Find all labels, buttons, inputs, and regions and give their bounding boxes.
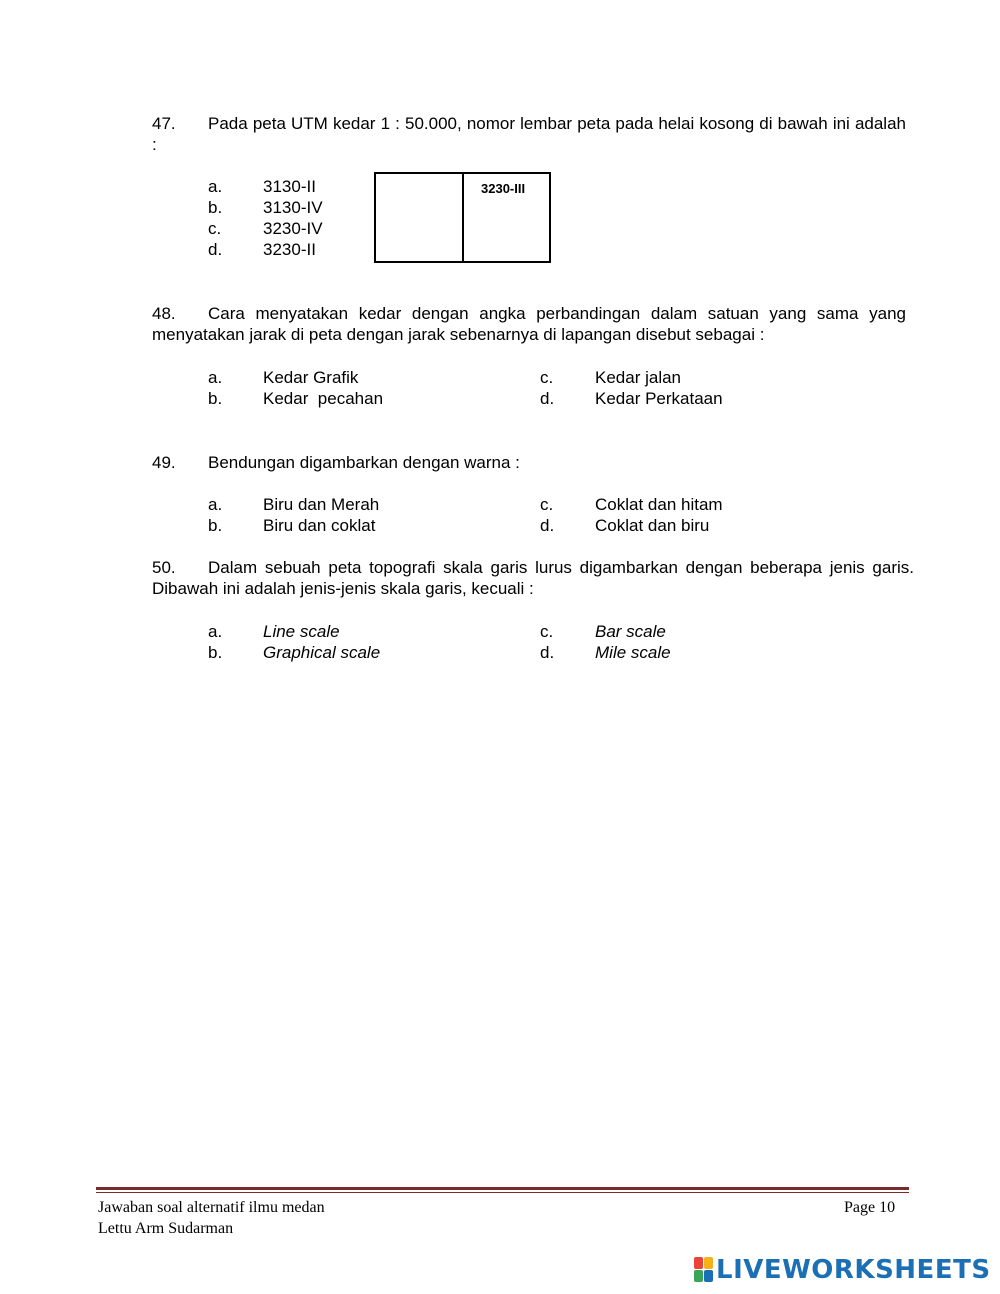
liveworksheets-logo-text: LIVEWORKSHEETS [716,1255,991,1285]
q48-option-d-text: Kedar Perkataan [595,389,723,408]
q48-text: Cara menyatakan kedar dengan angka perbandingan dalam satuan yang sama yang menyatakan jarak di peta dengan jarak sebenarnya di lapangan disebut sebagai : [152,304,906,344]
q50-option-c-text: Bar scale [595,622,666,641]
footer-title: Jawaban soal alternatif ilmu medan [98,1199,325,1216]
q49-option-c-text: Coklat dan hitam [595,495,723,514]
q49-text: Bendungan digambarkan dengan warna : [208,453,520,472]
q49-option-d-letter: d. [540,516,555,535]
q49-option-d-text: Coklat dan biru [595,516,710,535]
q48-option-a-text: Kedar Grafik [263,368,359,387]
footer-page-number: Page 10 [844,1199,896,1216]
q50-option-c-letter: c. [540,622,554,641]
q48-option-a-letter: a. [208,368,223,387]
q47-option-b-text: 3130-IV [263,198,323,217]
map-sheet-grid [374,172,551,263]
liveworksheets-logo-icon [694,1257,714,1283]
q49-option-a-letter: a. [208,495,223,514]
liveworksheets-logo [694,1255,991,1285]
q48-option-b-letter: b. [208,389,223,408]
q47-number: 47. [152,114,176,133]
q47-option-d-letter: d. [208,240,223,259]
q50-option-a-letter: a. [208,622,223,641]
q47-option-d-text: 3230-II [263,240,316,259]
q47-option-a-text: 3130-II [263,177,316,196]
q47-option-c-letter: c. [208,219,222,238]
q48-option-c-text: Kedar jalan [595,368,682,387]
q49-option-a-text: Biru dan Merah [263,495,380,514]
q50-option-b-letter: b. [208,643,223,662]
q47-option-b-letter: b. [208,198,223,217]
q50-option-d-text: Mile scale [595,643,671,662]
q50-option-b-text: Graphical scale [263,643,381,662]
q47-option-c-text: 3230-IV [263,219,323,238]
q50-number: 50. [152,558,176,577]
map-sheet-divider [462,174,464,261]
q48-number: 48. [152,304,176,323]
q47-option-a-letter: a. [208,177,223,196]
q48-option-b-text: Kedar pecahan [263,389,384,408]
q50-option-d-letter: d. [540,643,555,662]
footer-author: Lettu Arm Sudarman [98,1220,234,1237]
map-sheet-label: 3230-III [481,181,526,196]
q48-option-c-letter: c. [540,368,554,387]
q50-text: Dalam sebuah peta topografi skala garis lurus digambarkan dengan beberapa jenis garis. Dibawah ini adalah jenis-jenis skala garis, kecuali : [152,558,914,598]
footer-rule-thick [96,1187,909,1190]
q49-option-b-text: Biru dan coklat [263,516,376,535]
q49-option-b-letter: b. [208,516,223,535]
q49-number: 49. [152,453,176,472]
q49-option-c-letter: c. [540,495,554,514]
footer-rule-thin [96,1192,909,1193]
q50-option-a-text: Line scale [263,622,340,641]
q47-text: Pada peta UTM kedar 1 : 50.000, nomor lembar peta pada helai kosong di bawah ini adalah : [152,114,906,154]
q48-option-d-letter: d. [540,389,555,408]
